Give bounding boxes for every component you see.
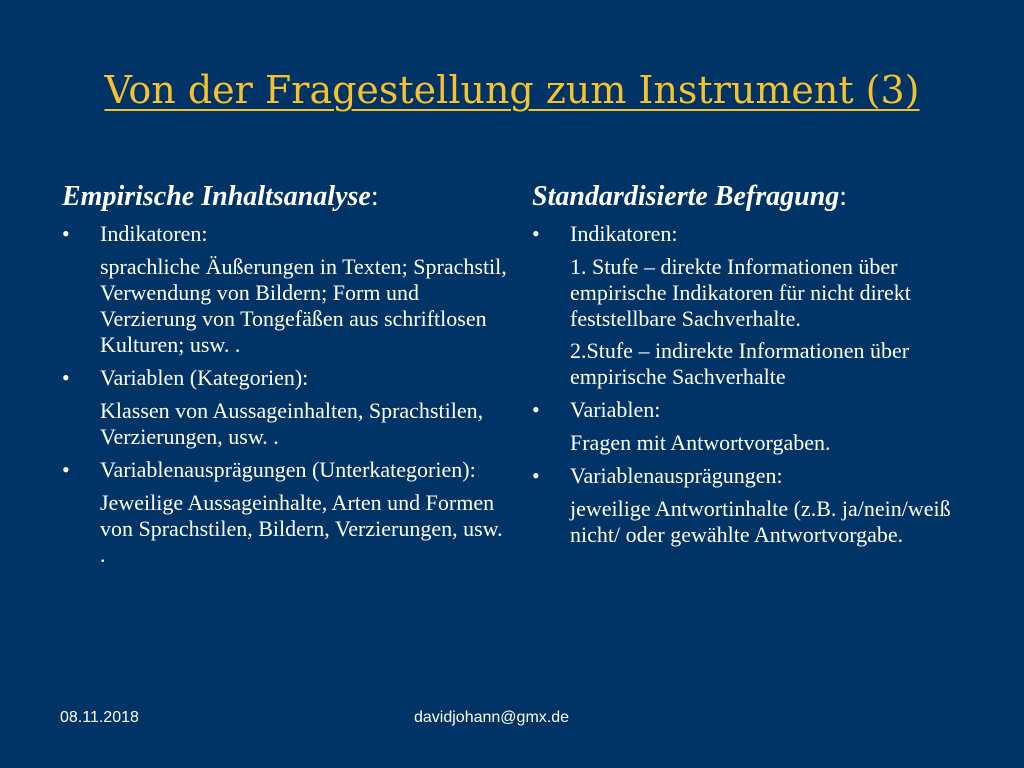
bullet-icon: • [532, 221, 540, 246]
bullet-icon: • [532, 463, 540, 488]
right-bullet-list [532, 220, 992, 548]
item-label: Variablen: [570, 397, 661, 422]
item-label: Indikatoren: [100, 221, 208, 246]
item-text: Jeweilige Aussageinhalte, Arten und Formen von Sprachstilen, Bildern, Verzierungen, usw. . [100, 490, 503, 567]
left-column [62, 180, 512, 574]
right-column [532, 180, 992, 554]
right-column-heading-colon: : [839, 181, 848, 212]
slide-title: Von der Fragestellung zum Instrument (3) [104, 68, 920, 112]
right-column-heading [532, 180, 992, 214]
item-text: Klassen von Aussageinhalten, Sprachstilen, Verzierungen, usw. . [100, 398, 484, 449]
item-text: 2.Stufe – indirekte Informationen über empirische Sachverhalte [570, 338, 910, 389]
list-item [532, 462, 992, 548]
bullet-icon: • [62, 365, 70, 390]
item-label: Variablenausprägungen (Unterkategorien): [100, 457, 476, 482]
list-item [62, 364, 512, 450]
bullet-icon: • [532, 397, 540, 422]
item-label: Variablen (Kategorien): [100, 365, 309, 390]
left-column-heading [62, 180, 512, 214]
item-text: Fragen mit Antwortvorgaben. [570, 430, 831, 455]
item-text: 1. Stufe – direkte Informationen über empirische Indikatoren für nicht direkt feststellbare Sachverhalte. [570, 254, 911, 331]
list-item [62, 456, 512, 568]
footer-date: 08.11.2018 [60, 709, 139, 726]
left-bullet-list [62, 220, 512, 568]
item-label: Variablenausprägungen: [570, 463, 783, 488]
right-column-heading-text: Standardisierte Befragung [532, 181, 840, 212]
footer-email: davidjohann@gmx.de [414, 709, 570, 726]
left-column-heading-text: Empirische Inhaltsanalyse [62, 181, 371, 212]
bullet-icon: • [62, 221, 70, 246]
list-item [62, 220, 512, 358]
bullet-icon: • [62, 457, 70, 482]
list-item [532, 396, 992, 456]
list-item [532, 220, 992, 390]
item-label: Indikatoren: [570, 221, 678, 246]
item-text: sprachliche Äußerungen in Texten; Sprachstil, Verwendung von Bildern; Form und Verzierung von Tongefäßen aus schriftlosen Kulturen; usw. . [100, 254, 507, 357]
item-text: jeweilige Antwortinhalte (z.B. ja/nein/weiß nicht/ oder gewählte Antwortvorgabe. [570, 496, 951, 547]
left-column-heading-colon: : [370, 181, 379, 212]
